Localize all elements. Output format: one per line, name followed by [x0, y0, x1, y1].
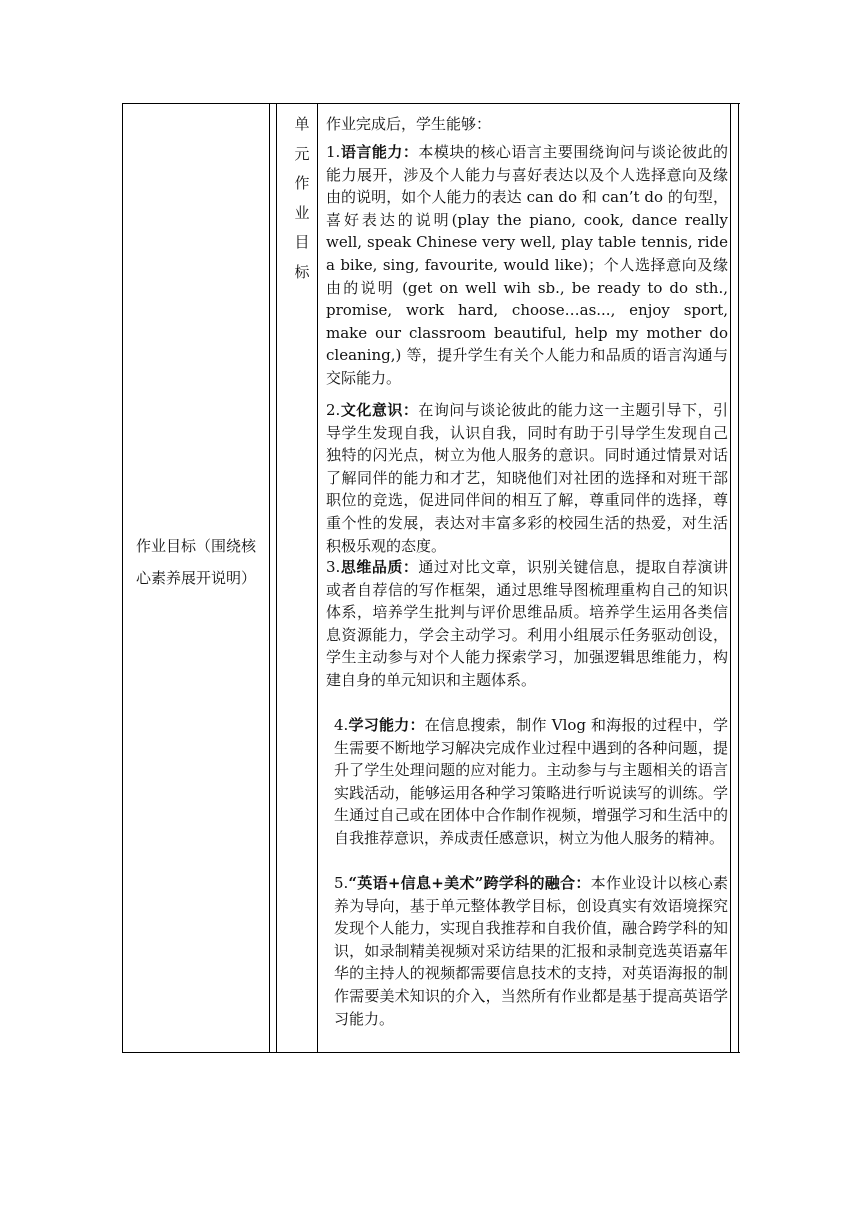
section-paragraph — [334, 872, 728, 1030]
section-heading: 思维品质： — [340, 558, 419, 576]
table-border-left — [122, 103, 123, 1053]
section-heading: 学习能力： — [348, 716, 425, 734]
table-border-top — [122, 103, 740, 104]
vertical-char: 作 — [294, 174, 310, 192]
section-body: 在询问与谈论彼此的能力这一主题引导下，引导学生发现自我，认识自我，同时有助于引导学生发现自己独特的闪光点，树立为他人服务的意识。同时通过情景对话了解同伴的能力和才艺，知晓他们对社团的选择和对班干部职位的竞选，促进同伴间的相互了解，尊重同伴的选择，尊重个性的发展，表达对丰富多彩的校园生活的热爱，对生活积极乐观的态度。 — [326, 401, 728, 555]
section-language-ability — [326, 141, 728, 390]
unit-homework-goal-vertical-label — [292, 110, 312, 287]
section-body: 本模块的核心语言主要围绕询问与谈论彼此的能力展开，涉及个人能力与喜好表达以及个人选择意向及缘由的说明，如个人能力的表达 can do 和 can’t do 的句型，喜好表达的说明(play the piano, cook, dance really well, speak Chinese very well, play table tennis, ride a bike, sing, favourite, would like)；个人选择意向及缘由的说明 (get on well wih sb., be ready to do sth., promise, work hard, choose…as..., enjoy sport, make our classroom beautiful, help my mother do cleaning,) 等，提升学生有关个人能力和品质的语言沟通与交际能力。 — [326, 143, 728, 387]
section-body: 本作业设计以核心素养为导向，基于单元整体教学目标，创设真实有效语境探究发现个人能力，实现自我推荐和自我价值，融合跨学科的知识，如录制精美视频对采访结果的汇报和录制竞选英语嘉年华的主持人的视频都需要信息技术的支持，对英语海报的制作需要美术知识的介入，当然所有作业都是基于提高英语学习能力。 — [334, 874, 728, 1028]
section-learning-ability — [334, 714, 728, 850]
section-paragraph — [326, 141, 728, 390]
section-thinking-quality — [326, 556, 728, 692]
table-border-right — [738, 103, 739, 1053]
vertical-char: 目 — [294, 233, 310, 251]
section-paragraph — [334, 714, 728, 850]
section-number: 2. — [326, 401, 341, 419]
section-number: 5. — [334, 874, 349, 892]
section-paragraph — [326, 399, 728, 557]
column-divider-1a — [269, 103, 270, 1053]
homework-goal-label: 作业目标（围绕核心素养展开说明） — [136, 537, 257, 587]
section-heading: “英语+信息+美术”跨学科的融合： — [348, 874, 591, 892]
section-number: 3. — [326, 558, 341, 576]
section-number: 1. — [326, 143, 341, 161]
section-body: 在信息搜索，制作 Vlog 和海报的过程中，学生需要不断地学习解决完成作业过程中遇到的各种问题，提升了学生处理问题的应对能力。主动参与与主题相关的语言实践活动，能够运用各种学习策略进行听说读写的训练。学生通过自己或在团体中合作制作视频，增强学习和生活中的自我推荐意识，养成责任感意识，树立为他人服务的精神。 — [334, 716, 728, 847]
intro-paragraph: 作业完成后，学生能够： — [326, 115, 492, 133]
vertical-char: 业 — [294, 203, 310, 222]
column-divider-2 — [317, 103, 318, 1053]
section-paragraph — [326, 556, 728, 692]
section-cultural-awareness — [326, 399, 728, 557]
vertical-char: 单 — [294, 115, 310, 133]
section-interdisciplinary — [334, 872, 728, 1030]
section-heading: 语言能力： — [340, 143, 419, 161]
section-heading: 文化意识： — [340, 401, 419, 419]
table-border-bottom — [122, 1052, 740, 1053]
column-divider-3 — [730, 103, 731, 1053]
vertical-char: 标 — [294, 262, 310, 281]
section-body: 通过对比文章，识别关键信息，提取自荐演讲或者自荐信的写作框架，通过思维导图梳理重构自己的知识体系，培养学生批判与评价思维品质。培养学生运用各类信息资源能力，学会主动学习。利用小组展示任务驱动创设，学生主动参与对个人能力探索学习，加强逻辑思维能力，构建自身的单元知识和主题体系。 — [326, 558, 728, 689]
column-divider-1b — [276, 103, 277, 1053]
vertical-char: 元 — [294, 144, 310, 163]
intro-text — [326, 113, 728, 136]
section-number: 4. — [334, 716, 349, 734]
